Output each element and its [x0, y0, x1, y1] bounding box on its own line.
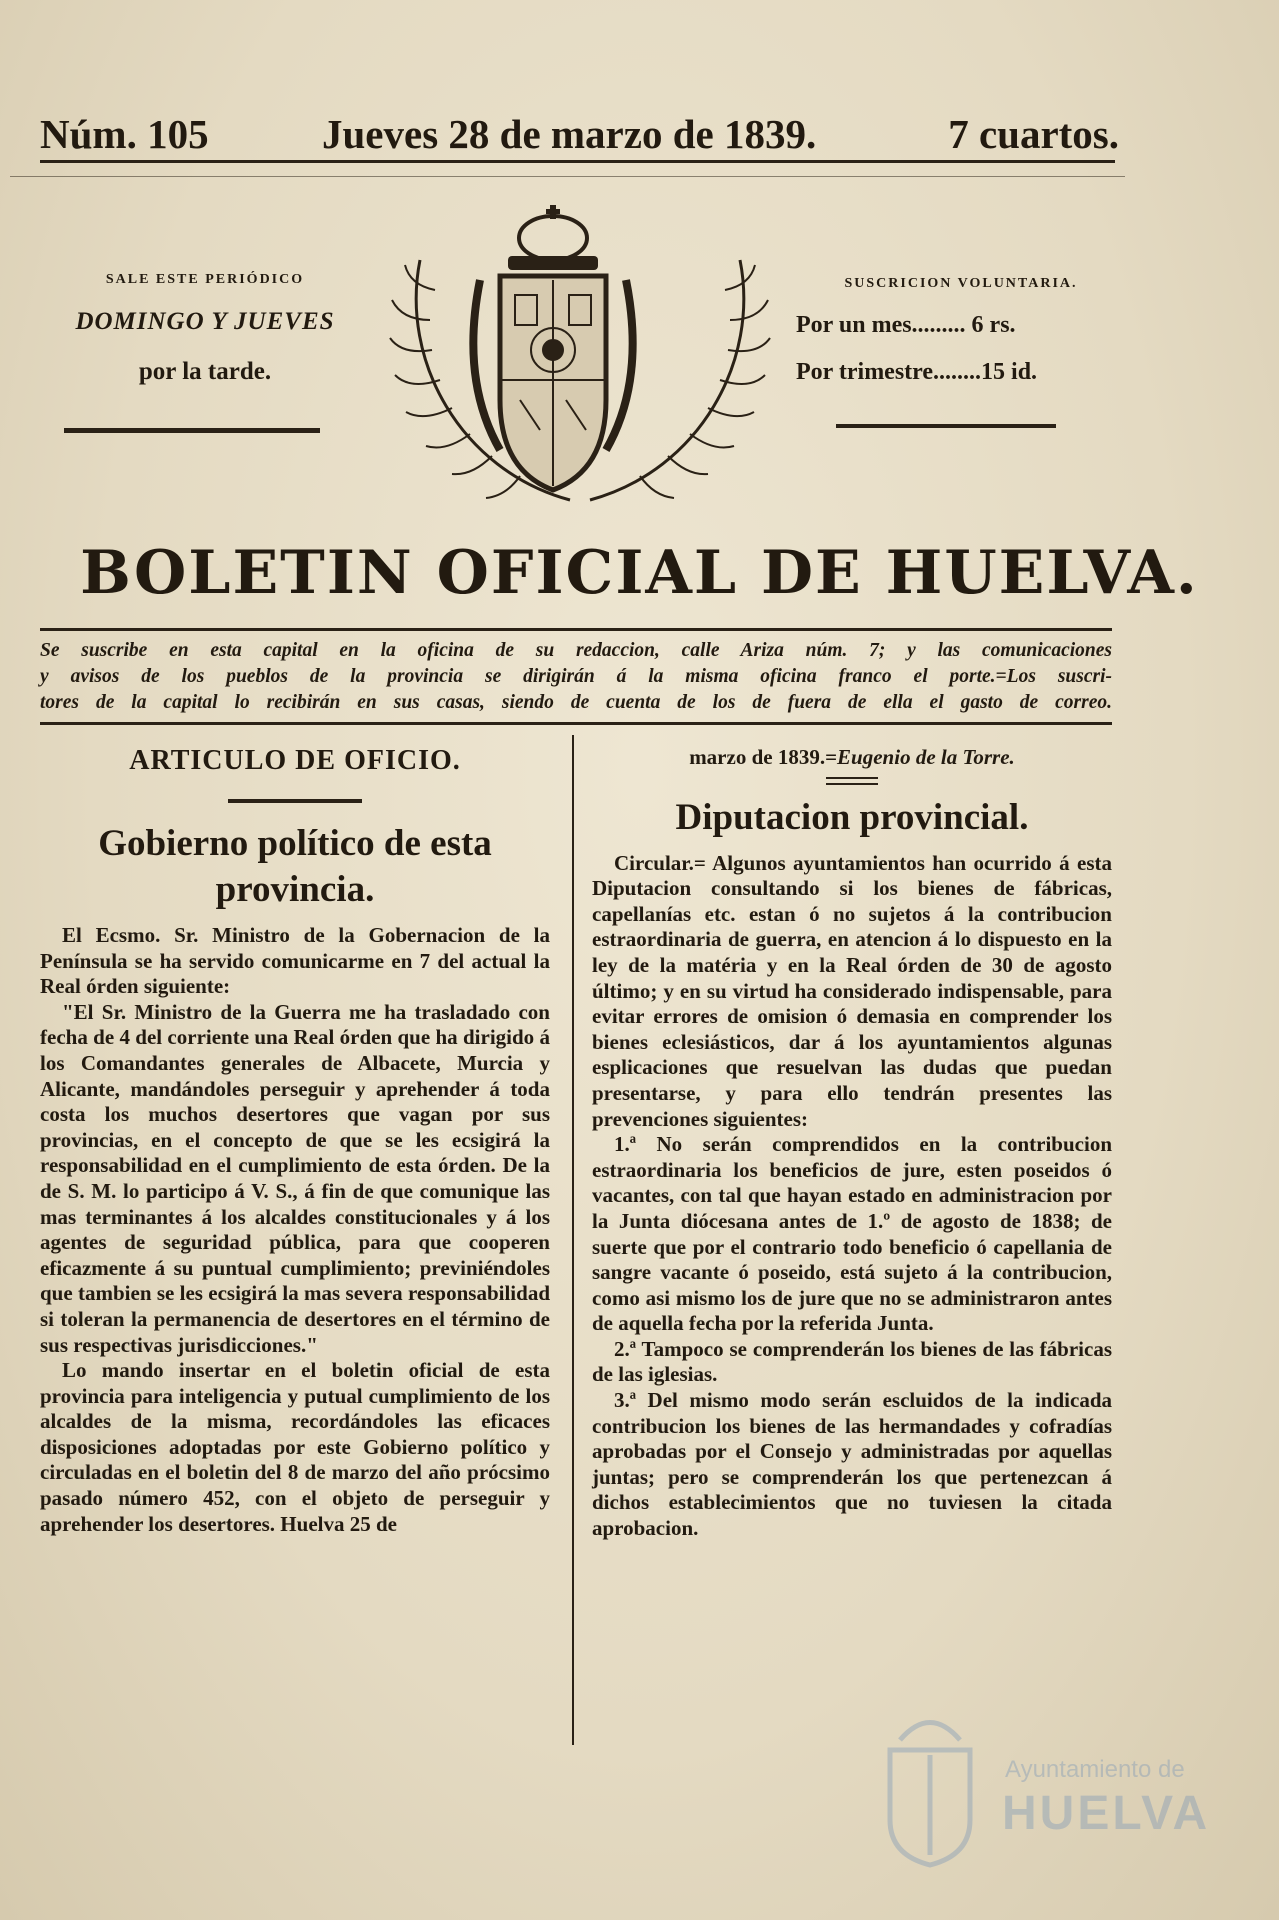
- archive-watermark: [870, 1700, 1220, 1870]
- paragraph: "El Sr. Ministro de la Guerra me ha trasladado con fecha de 4 del corriente una Real órden que ha dirigido á los Comandantes generales de Albacete, Murcia y Alicante, mandándoles perseguir y aprehender á toda costa los muchos desertores que vagan por sus provincias, en el concepto de que se les ecsigirá la responsabilidad en el cumplimiento de esta órden. De la de S. M. lo participo á V. S., á fin de que comunique las mas terminantes á los alcaldes constitucionales y á los agentes de seguridad pública, para que cooperen eficazmente á su puntual cumplimiento; previniéndoles que tambien se les ecsigirá la mas severa responsabilidad si toleran la permanencia de desertores en el término de sus respectivas jurisdicciones.": [40, 999, 550, 1357]
- left-column: [40, 745, 550, 1537]
- column-divider: [572, 735, 574, 1745]
- paragraph: El Ecsmo. Sr. Ministro de la Gobernacion de la Península se ha servido comunicarme en 7 del actual la Real órden siguiente:: [40, 923, 550, 999]
- masthead-line: [40, 108, 1119, 160]
- paragraph: Circular.= Algunos ayuntamientos han ocurrido á esta Diputacion consultando si los bienes de fábricas, capellanías etc. estan ó no sujetos á la contribucion estraordinaria de guerra, en atencion á lo dispuesto en la ley de la matéria y en la Real órden de 30 de agosto último; y en su virtud ha considerado indispensable, para evitar errores de omision ó demasia en comprender los bienes eclesiásticos, dar á los ayuntamientos algunas esplicaciones que resuelvan las dudas que puedan presentarse, y para ello tendrán presentes las prevenciones siguientes:: [592, 850, 1112, 1131]
- double-rule: [826, 777, 878, 785]
- publication-label: SALE ESTE PERIÓDICO: [105, 272, 305, 287]
- right-block-rule: [836, 424, 1056, 428]
- masthead-rule: [40, 160, 1115, 163]
- publication-time: por la tarde.: [138, 358, 272, 385]
- issue-number: Núm. 105: [40, 111, 209, 157]
- city-crest-icon: [870, 1700, 990, 1870]
- subscription-month: Por un mes......... 6 rs.: [796, 312, 1016, 338]
- section-heading: Gobierno político de esta provincia.: [98, 823, 492, 910]
- notice-line: tores de la capital lo recibirán en sus casas, siendo de cuenta de los de fuera de ella el gasto de correo.: [40, 692, 1112, 713]
- publication-days: [40, 272, 370, 386]
- royal-crest-icon: [380, 200, 780, 520]
- paragraph: 1.ª No serán comprendidos en la contribucion estraordinaria los beneficios de jure, esten poseidos ó vacantes, con tal que hayan estado en administracion por la Junta diócesana antes de 1.º de agosto de 1838; de suerte que por el contrario todo beneficio ó capellania de sangre vacante ó poseido, está sujeto á la contribucion, como asi mismo los de jure que no se administraron antes de aquella fecha por la referida Junta.: [592, 1132, 1112, 1336]
- newspaper-title: BOLETIN OFICIAL DE HUELVA.: [80, 538, 1199, 608]
- signature-date: marzo de 1839.=: [689, 745, 838, 769]
- issue-date: Jueves 28 de marzo de 1839.: [322, 111, 817, 157]
- right-column: [592, 745, 1112, 1542]
- masthead-rule-thin: [10, 176, 1125, 177]
- left-block-rule: [64, 428, 320, 433]
- subscription-info: [796, 276, 1126, 386]
- article-heading: ARTICULO DE OFICIO.: [129, 745, 461, 776]
- heading-rule: [228, 799, 362, 803]
- subscription-label: SUSCRICION VOLUNTARIA.: [844, 276, 1078, 291]
- title-rule: [40, 628, 1112, 631]
- paragraph: 2.ª Tampoco se comprenderán los bienes de las fábricas de las iglesias.: [592, 1336, 1112, 1387]
- signature-line: [592, 745, 1112, 771]
- watermark-line2: HUELVA: [1002, 1787, 1211, 1840]
- subscription-notice: [40, 638, 1112, 716]
- paragraph: Lo mando insertar en el boletin oficial de esta provincia para inteligencia y putual cumplimiento de los alcaldes de la misma, recordándoles las eficaces disposiciones adoptadas por este Gobierno político y circuladas en el boletin del 8 de marzo del año prócsimo pasado número 452, con el objeto de perseguir y aprehender los desertores. Huelva 25 de: [40, 1358, 550, 1536]
- issue-price: 7 cuartos.: [948, 111, 1119, 157]
- section-heading: Diputacion provincial.: [675, 796, 1029, 838]
- notice-line: y avisos de los pueblos de la provincia se dirigirán á la misma oficina franco el porte.=Los suscri-: [40, 666, 1112, 687]
- subscription-quarter: Por trimestre........15 id.: [796, 359, 1038, 385]
- notice-rule: [40, 722, 1112, 725]
- watermark-line1: Ayuntamiento de: [1005, 1756, 1185, 1783]
- paragraph: 3.ª Del mismo modo serán escluidos de la indicada contribucion los bienes de las hermandades y cofradías aprobadas por el Consejo y administradas por aquellas juntas; pero se comprenderán los que pertenezcan á dichos establecimientos que no tuviesen la citada aprobacion.: [592, 1388, 1112, 1541]
- signature-name: Eugenio de la Torre.: [837, 745, 1015, 769]
- notice-line: Se suscribe en esta capital en la oficina de su redaccion, calle Ariza núm. 7; y las comunicaciones: [40, 640, 1112, 661]
- publication-days-text: DOMINGO Y JUEVES: [75, 308, 335, 335]
